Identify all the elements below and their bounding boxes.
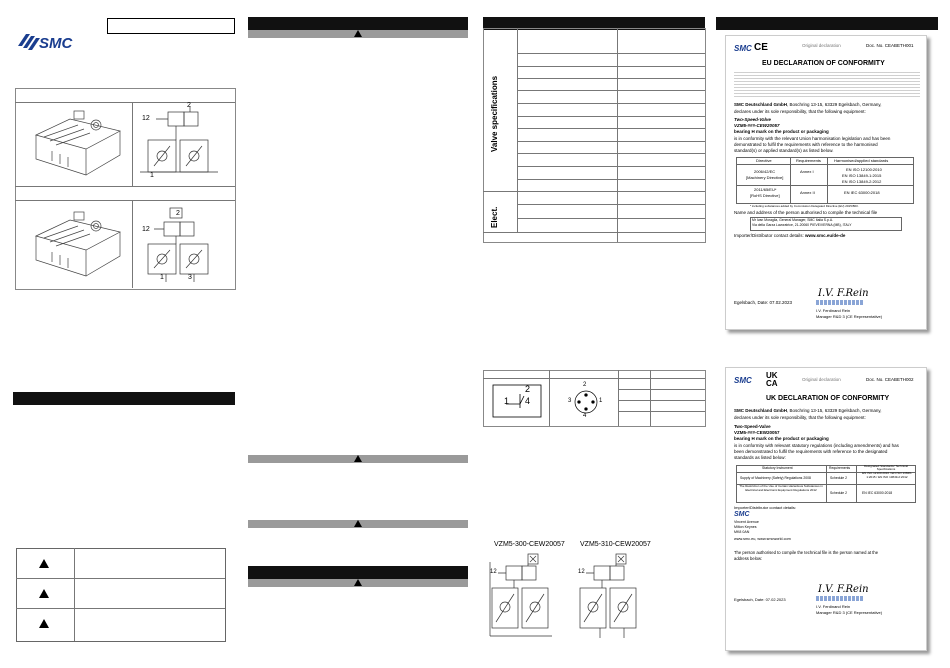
table-rule [517,179,705,180]
original-declaration-label: Original declaration [802,377,841,382]
table-rule [650,370,651,426]
circuit-diagram-right [574,552,644,640]
uk-declaration-certificate [725,367,927,651]
importer-address: MK8 0AN [734,530,750,534]
product-marking: bearing H mark on the product or packaging [734,129,829,134]
conformity-text: standard(s) or applied standard(s) as listed below. [734,148,834,153]
table-rule [618,400,705,401]
figure-title: VZM5-300-CEW20057 [494,541,565,548]
table-header: Requirements [796,158,821,163]
authorised-person-label: The person authorised to compile the technical file is the person named at the [734,550,879,555]
port-label: 2 [187,102,191,109]
conformity-text: demonstrated to fulfil the requirements with reference to the harmonised [734,142,878,147]
company-address: , Boschring 13-15, 63329 Egelsbach, Germany, [787,408,882,413]
original-declaration-label: Original declaration [802,43,841,48]
table-rule [517,28,518,232]
signature: I.V. F.Rein [818,288,869,299]
directive-name: [Machinery Directive] [746,175,784,180]
declaration-text: declares under its sole responsibility, that the following equipment: [734,415,866,420]
directive-name: 2006/42/EC [754,169,776,174]
footnote: * including substances added by Commission Delegated Directive (EU) 2015/863. [750,204,859,208]
product-model: VZM5-###-CEW20057 [734,123,780,128]
authorised-person-label: address below: [734,556,763,561]
port-label: 1 [160,274,164,281]
conformity-text: is in conformity with relevant statutory regulations (including amendments) and has [734,443,899,448]
table-rule [16,608,225,609]
product-name: Two-Speed-Valve [734,424,771,429]
section-header-bar [248,17,468,30]
authorised-person-label: Name and address of the person authorised to compile the technical file [734,210,878,215]
table-header: Directive [756,158,772,163]
conformity-text: is in conformity with the relevant Union harmonisation legislation and has been [734,136,891,141]
table-rule [483,378,705,379]
standard: EN IEC 63000:2018 [844,190,880,195]
table-rule [517,103,705,104]
table-rule [517,116,705,117]
statutory-instrument: Supply of Machinery (Safety) Regulations 2008 [740,476,811,480]
valve-spec-label: Valve specifications [490,75,499,152]
table-rule [483,191,705,192]
pneumatic-circuit-symbol [140,102,218,182]
table-rule [16,578,225,579]
table-rule [517,90,705,91]
product-marking: bearing H mark on the product or packaging [734,436,829,441]
eu-declaration-certificate [725,35,927,330]
importer-address: Milton Keynes [734,525,757,529]
warning-icon [39,559,49,568]
table-rule [517,153,705,154]
website: www.smc.eu, www.smcworld.com [734,537,791,541]
frame-divider [132,200,133,288]
smc-logo: SMC [734,44,752,53]
importer-label: Importer/Distributor contact details: [734,505,797,510]
frame-divider [15,200,235,201]
valve-product-drawing [30,204,126,284]
elect-label: Elect. [490,206,499,228]
connector-pinout [568,384,604,420]
smc-logo: SMC [734,511,750,518]
smc-logo: SMC [734,376,752,385]
company-address: , Boschring 13-15, 63329 Egelsbach, Germany, [787,102,882,107]
conformity-text: standards as listed below: [734,455,786,460]
smc-logo [16,28,76,54]
table-rule [618,389,705,390]
port-label: 1 [150,172,154,179]
signer-role: Manager R&D 3 (CE Representative) [816,610,883,615]
switch-symbol [492,384,542,418]
table-rule [483,232,705,233]
symbol-label: 4 [525,396,531,406]
requirement: Annex II [800,190,815,195]
requirement: Schedule 2 [830,491,847,495]
pin-label: 2 [583,382,587,388]
company-name: SMC Deutschland GmbH [734,408,788,413]
table-rule [517,166,705,167]
table-header: Designated Standards/ Technical Specifications [864,464,908,472]
importer-url: www.smc.eu/de-de [805,233,846,238]
language-list [734,70,920,98]
place-date: Egelsbach, Date: 07.02.2023 [734,300,793,305]
table-rule [517,78,705,79]
table-header: Requirements [829,466,851,470]
table-header: Statutory Instrument [762,466,793,470]
table-rule [517,141,705,142]
pneumatic-circuit-symbol [140,206,218,284]
frame-divider [15,186,235,187]
table-rule [618,370,619,426]
statutory-instrument: The Restriction of the Use of Certain Hazardous Substances in Electrical and Electronic Equipment Regulations 2012 [739,484,823,492]
standard: EN ISO 12100:2010 [846,167,882,172]
standard: EN ISO 12100:2010 / EN ISO 13849-1:2015 / EN ISO 13849-2:2012 [862,471,912,479]
table-header: Harmonised/applied standards [834,158,889,163]
port-label: 2 [176,210,180,217]
table-rule [618,411,705,412]
symbol-label: 2 [525,384,531,394]
signer-role: Manager R&D 3 (CE Representative) [816,314,883,319]
digital-stamp [816,596,864,601]
certificate-title: UK DECLARATION OF CONFORMITY [766,395,890,402]
table-rule [517,218,705,219]
warning-icon [354,30,362,37]
warning-icon [39,589,49,598]
table-rule [517,66,705,67]
frame-divider [132,102,133,186]
port-label: 12 [142,115,150,122]
doc-number-box [107,18,235,34]
warning-icon [354,579,362,586]
svg-text:SMC: SMC [39,35,73,52]
certificate-title: EU DECLARATION OF CONFORMITY [762,60,885,67]
port-label: 12 [578,569,585,575]
importer-address: Vincent Avenue [734,520,759,524]
table-rule [517,53,705,54]
requirement: Annex I [800,169,814,174]
authorised-person: Mr Ivan Moraglia, General Manager, SMC Italia S.p.A. [752,218,834,222]
pin-label: 1 [599,398,603,404]
signature: I.V. F.Rein [818,584,869,595]
warning-icon [354,455,362,462]
table-rule [517,128,705,129]
doc-number: Doc. No. CEABETH001 [866,43,914,48]
ukca-mark: UK CA [766,371,778,388]
section-header-bar [716,17,938,30]
directive-name: 2011/65/EU* [754,187,777,192]
pin-label: 4 [583,413,587,419]
standard: EN ISO 13849-2:2012 [842,179,882,184]
figure-title: VZM5-310-CEW20057 [580,541,651,548]
symbol-label: 1 [504,396,510,406]
port-label: 12 [490,569,497,575]
table-rule [74,548,75,641]
section-header-bar [248,566,468,579]
port-label: 3 [188,274,192,281]
product-name: Two-Speed-Valve [734,117,771,122]
authorised-address: Via della Garza Lavoratrice, 21-20060 PIEVE/VERNA (MB), ITALY [752,223,852,227]
table-rule [617,28,618,242]
ce-mark: CE [754,42,768,53]
port-label: 12 [142,226,150,233]
table-rule [549,370,550,426]
signer-name: I.V. Ferdinand Rein [816,604,851,609]
digital-stamp [816,300,864,305]
declaration-text: declares under its sole responsibility, that the following equipment: [734,109,866,114]
circuit-diagram-left [486,552,556,640]
warning-icon [354,520,362,527]
conformity-text: been demonstrated to fulfil the requirements with reference to the designated [734,449,888,454]
doc-number: Doc. No. CEABETH002 [866,377,914,382]
standard: EN IEC 63000:2018 [862,491,893,495]
company-name: SMC Deutschland GmbH [734,102,788,107]
standard: EN ISO 13849-1:2015 [842,173,882,178]
requirement: Schedule 2 [830,476,847,480]
place-date: Egelsbach, Date: 07.02.2023 [734,597,786,602]
frame-divider [15,102,235,103]
pin-label: 3 [568,398,572,404]
product-model: VZM5-###-CEW20057 [734,430,780,435]
warning-icon [39,619,49,628]
importer-label: Importer/Distributor contact details: [734,233,804,238]
section-header-bar [13,392,235,405]
valve-product-drawing [30,105,126,181]
directive-name: [RoHS Directive] [750,193,780,198]
signer-name: I.V. Ferdinand Rein [816,308,851,313]
table-rule [517,204,705,205]
